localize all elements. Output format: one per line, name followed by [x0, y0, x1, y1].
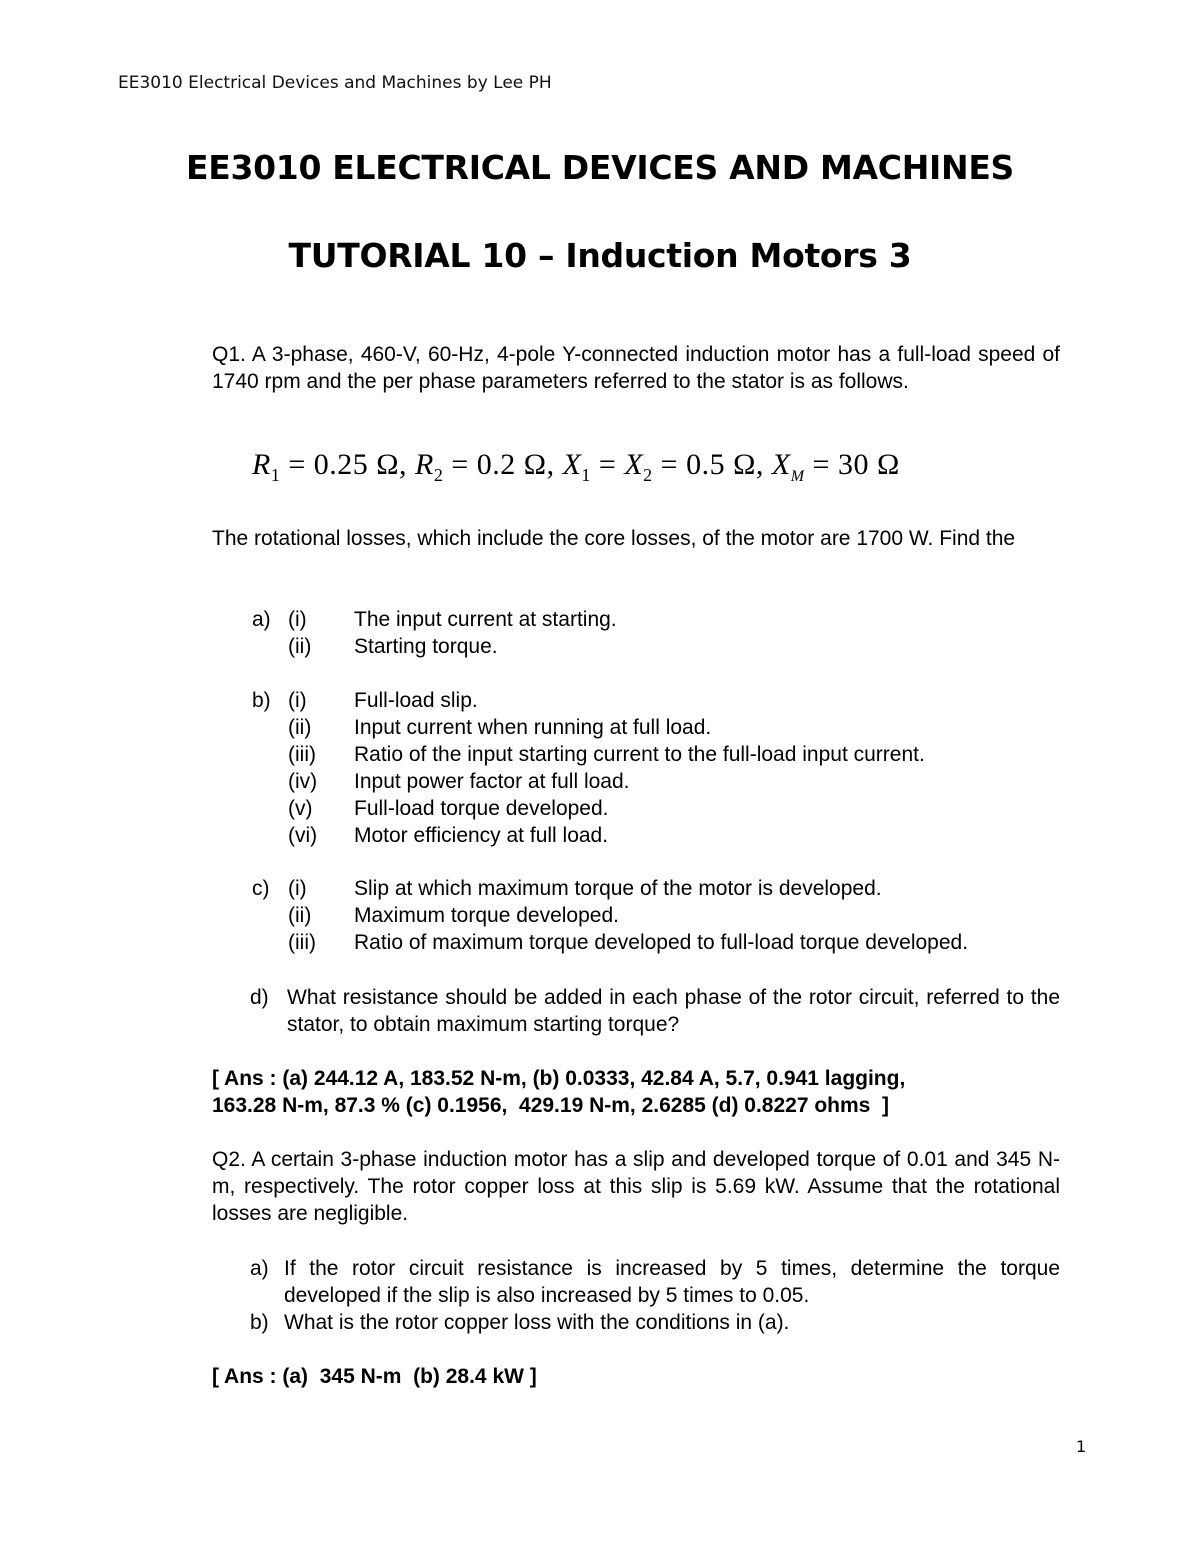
item-number: (ii) — [288, 904, 312, 927]
part-d-letter: d) — [250, 986, 269, 1009]
q2-part-b-text: What is the rotor copper loss with the conditions in (a). — [284, 1311, 790, 1334]
eq-x2-val: = 0.5 Ω, — [652, 448, 772, 481]
eq-r1: R — [252, 448, 271, 481]
item-number: (i) — [288, 689, 307, 712]
eq-x1: X — [562, 448, 582, 481]
q1-answer-line-2: 163.28 N-m, 87.3 % (c) 0.1956, 429.19 N-m, 2.6285 (d) 0.8227 ohms ] — [212, 1094, 890, 1117]
eq-x2-sub: 2 — [643, 465, 653, 485]
item-text: Input power factor at full load. — [354, 770, 630, 793]
q1-intro: Q1. A 3-phase, 460-V, 60-Hz, 4-pole Y-connected induction motor has a full-load speed of 1740 rpm and the per phase parameters referred to the stator is as follows. — [212, 343, 1060, 393]
q1-part-d-text: What resistance should be added in each phase of the rotor circuit, referred to the stator, to obtain maximum starting torque? — [287, 986, 1060, 1036]
part-c-letter: c) — [252, 877, 270, 900]
item-number: (i) — [288, 877, 307, 900]
q2-part-a-text: If the rotor circuit resistance is increased by 5 times, determine the torque developed if the slip is also increased by 5 times to 0.05. — [284, 1257, 1060, 1307]
eq-r2-val: = 0.2 Ω, — [443, 448, 563, 481]
item-text: Ratio of maximum torque developed to full-load torque developed. — [354, 931, 969, 954]
part-b-letter: b) — [252, 689, 271, 712]
item-text: Starting torque. — [354, 635, 498, 658]
eq-xm-sub: M — [790, 468, 805, 485]
item-number: (ii) — [288, 635, 312, 658]
eq-r1-sub: 1 — [270, 465, 281, 485]
item-number: (iii) — [288, 931, 316, 954]
q2-intro: Q2. A certain 3-phase induction motor has a slip and developed torque of 0.01 and 345 N-m, respectively. The rotor copper loss at this slip is 5.69 kW. Assume that the rotational losses are negligible. — [212, 1148, 1060, 1225]
q1-answer-line-1: [ Ans : (a) 244.12 A, 183.52 N-m, (b) 0.0333, 42.84 A, 5.7, 0.941 lagging, — [212, 1067, 906, 1090]
item-text: Full-load slip. — [354, 689, 478, 712]
q2-part-b-letter: b) — [250, 1311, 269, 1334]
item-text: Slip at which maximum torque of the motor is developed. — [354, 877, 882, 900]
item-number: (i) — [288, 608, 307, 631]
eq-x2-eq: = — [590, 448, 625, 481]
item-text: Ratio of the input starting current to the full-load input current. — [354, 743, 925, 766]
item-number: (iii) — [288, 743, 316, 766]
item-text: The input current at starting. — [354, 608, 617, 631]
q2-answer: [ Ans : (a) 345 N-m (b) 28.4 kW ] — [212, 1365, 537, 1388]
q1-losses: The rotational losses, which include the core losses, of the motor are 1700 W. Find the — [212, 527, 1016, 550]
eq-x2: X — [624, 448, 644, 481]
item-number: (ii) — [288, 716, 312, 739]
eq-r2-sub: 2 — [433, 465, 444, 485]
part-a-letter: a) — [252, 608, 271, 631]
parameter-equation — [252, 448, 900, 486]
item-number: (vi) — [288, 824, 318, 847]
item-number: (iv) — [288, 770, 318, 793]
tutorial-subtitle: TUTORIAL 10 – Induction Motors 3 — [288, 236, 912, 275]
eq-x1-sub: 1 — [581, 465, 591, 485]
item-text: Full-load torque developed. — [354, 797, 609, 820]
item-text: Maximum torque developed. — [354, 904, 619, 927]
eq-r1-val: = 0.25 Ω, — [280, 448, 416, 481]
q2-part-a-letter: a) — [250, 1257, 269, 1280]
item-text: Input current when running at full load. — [354, 716, 712, 739]
item-text: Motor efficiency at full load. — [354, 824, 609, 847]
document-title: EE3010 ELECTRICAL DEVICES AND MACHINES — [185, 148, 1015, 187]
eq-xm: X — [771, 448, 791, 481]
item-number: (v) — [288, 797, 313, 820]
eq-xm-val: = 30 Ω — [804, 448, 900, 481]
eq-r2: R — [415, 448, 434, 481]
running-header: EE3010 Electrical Devices and Machines by Lee PH — [118, 73, 552, 93]
page-number: 1 — [1076, 1437, 1087, 1456]
